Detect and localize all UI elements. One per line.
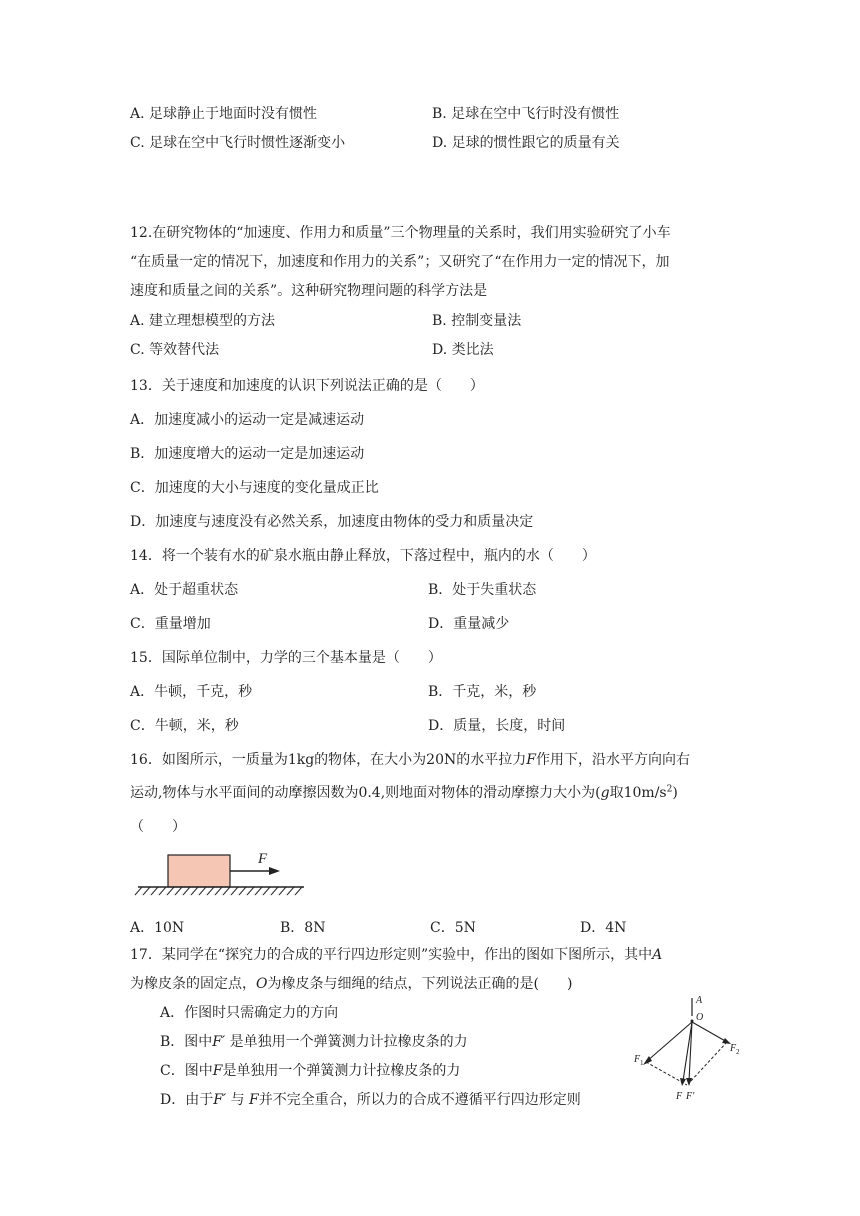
label-f2: F xyxy=(730,1043,737,1054)
knot-point xyxy=(691,1020,694,1023)
label-f: F xyxy=(676,1091,683,1102)
q16-option-c: C．5N xyxy=(430,920,476,936)
q14-option-a: A．处于超重状态 xyxy=(130,582,239,598)
q17-option-a: A．作图时只需确定力的方向 xyxy=(160,1005,339,1021)
force-parallelogram-figure xyxy=(630,994,760,1104)
q14-option-d: D．重量减少 xyxy=(428,616,510,632)
q12-option-a: A. 建立理想模型的方法 xyxy=(130,313,276,329)
q13-option-c: C．加速度的大小与速度的变化量成正比 xyxy=(130,480,379,496)
q15-option-d: D．质量，长度，时间 xyxy=(428,718,566,734)
q17-option-d: D．由于F′ 与 F并不完全重合，所以力的合成不遵循平行四边形定则 xyxy=(160,1092,581,1108)
q12-stem-line2: “在质量一定的情况下，加速度和作用力的关系”；又研究了“在作用力一定的情况下，加 xyxy=(130,254,670,270)
q16-answer-blank: （ ） xyxy=(130,819,186,835)
q14-stem: 14．将一个装有水的矿泉水瓶由静止释放，下落过程中，瓶内的水（ ） xyxy=(130,548,596,564)
q17-option-c: C．图中F是单独用一个弹簧测力计拉橡皮条的力 xyxy=(160,1063,461,1079)
force-arrowhead xyxy=(269,867,280,875)
q15-option-a: A．牛顿，千克，秒 xyxy=(130,684,253,700)
block-on-floor-figure xyxy=(130,848,310,898)
label-a: A xyxy=(696,995,703,1006)
q11-option-a: A. 足球静止于地面时没有惯性 xyxy=(130,106,318,122)
q12-option-d: D. 类比法 xyxy=(432,342,494,358)
q15-stem: 15．国际单位制中，力学的三个基本量是（ ） xyxy=(130,650,442,666)
force-label: F xyxy=(258,851,268,867)
q14-option-c: C．重量增加 xyxy=(130,616,211,632)
label-o: O xyxy=(696,1012,704,1023)
q16-option-d: D．4N xyxy=(580,920,627,936)
f1-vector xyxy=(646,1022,692,1062)
q16-stem-line1: 16．如图所示，一质量为1kg的物体，在大小为20N的水平拉力F作用下，沿水平方向向右 xyxy=(130,752,690,768)
q11-option-c: C. 足球在空中飞行时惯性逐渐变小 xyxy=(130,135,346,151)
q13-option-a: A．加速度减小的运动一定是减速运动 xyxy=(130,412,365,428)
q12-option-c: C. 等效替代法 xyxy=(130,342,220,358)
q13-stem: 13．关于速度和加速度的认识下列说法正确的是（ ） xyxy=(130,378,484,394)
q16-stem-line2: 运动,物体与水平面间的动摩擦因数为0.4,则地面对物体的滑动摩擦力大小为(g取$10m/s^2$) xyxy=(130,784,678,801)
q17-option-b: B．图中F′ 是单独用一个弹簧测力计拉橡皮条的力 xyxy=(160,1034,468,1050)
floor-hatching xyxy=(135,887,302,895)
q16-option-b: B．8N xyxy=(280,920,326,936)
dashed-side-right xyxy=(689,1042,727,1083)
q11-option-d: D. 足球的惯性跟它的质量有关 xyxy=(432,135,620,151)
q12-option-b: B. 控制变量法 xyxy=(432,313,522,329)
q17-stem-line2: 为橡皮条的固定点，O为橡皮条与细绳的结点，下列说法正确的是( ) xyxy=(130,976,573,992)
label-f2-subscript: 2 xyxy=(736,1048,740,1056)
label-f1-subscript: 1 xyxy=(640,1059,644,1067)
q15-option-b: B．千克，米，秒 xyxy=(428,684,537,700)
q17-stem-line1: 17．某同学在“探究力的合成的平行四边形定则”实验中，作出的图如下图所示，其中A xyxy=(130,947,663,963)
label-f-prime: F′ xyxy=(686,1091,695,1102)
q13-option-d: D．加速度与速度没有必然关系，加速度由物体的受力和质量决定 xyxy=(130,514,534,530)
dashed-side-left xyxy=(646,1062,687,1085)
q13-option-b: B．加速度增大的运动一定是加速运动 xyxy=(130,446,365,462)
q14-option-b: B．处于失重状态 xyxy=(428,582,537,598)
q12-stem-line1: 12.在研究物体的“加速度、作用力和质量”三个物理量的关系时，我们用实验研究了小车 xyxy=(130,225,671,241)
q16-option-a: A．10N xyxy=(130,920,185,936)
label-f1: F xyxy=(634,1054,641,1065)
q15-option-c: C．牛顿，米，秒 xyxy=(130,718,239,734)
f2-vector xyxy=(692,1022,727,1042)
block-shape xyxy=(168,855,230,887)
q11-option-b: B. 足球在空中飞行时没有惯性 xyxy=(432,106,620,122)
q12-stem-line3: 速度和质量之间的关系”。这种研究物理问题的科学方法是 xyxy=(130,283,488,299)
